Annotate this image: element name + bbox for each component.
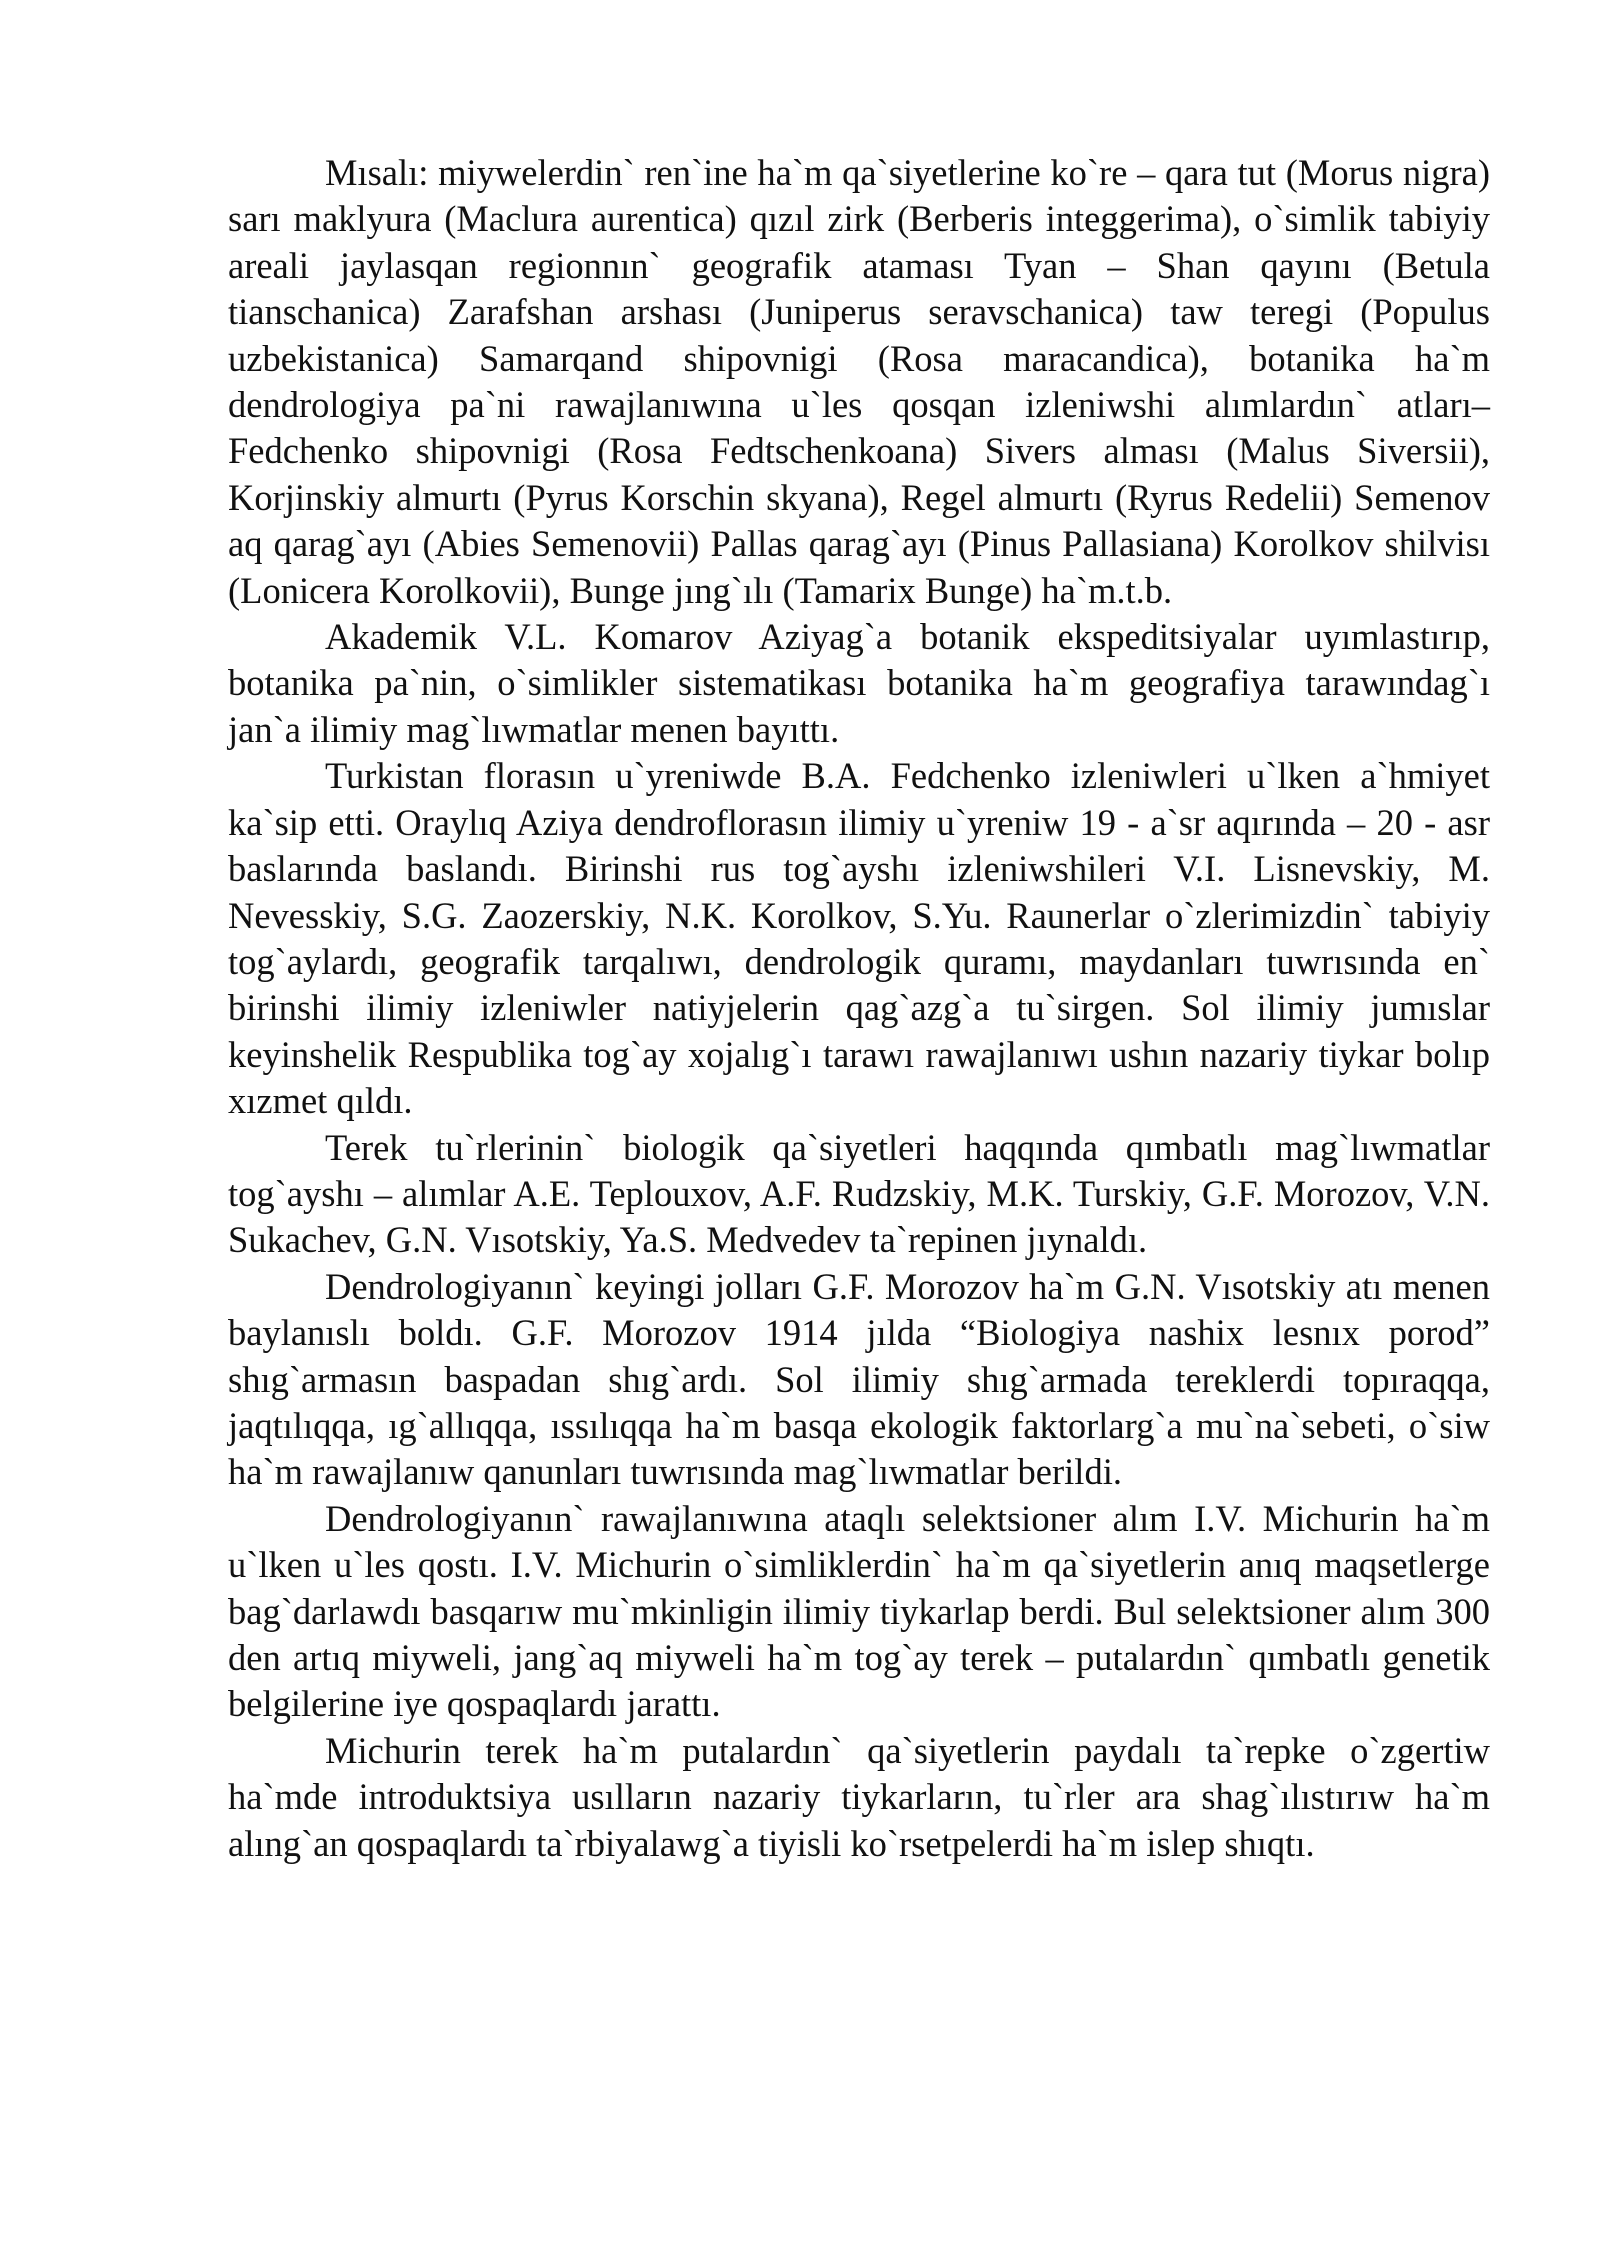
paragraph-michurin-methods: Michurin terek ha`m putalardın` qa`siyetlerin paydalı ta`repke o`zgertiw ha`mde introduktsiya usılların nazariy tiykarların, tu`rler ara shag`ılıstırıw ha`m alıng`an qospaqlardı ta`rbiyalawg`a tiyisli ko`rsetpelerdi ha`m islep shıqtı. [228,1729,1490,1864]
paragraph-komarov: Akademik V.L. Komarov Aziyag`a botanik ekspeditsiyalar uyımlastırıp, botanika pa`nin, o`simlikler sistematikası botanika ha`m geografiya tarawındag`ı jan`a ilimiy mag`lıwmatlar menen bayıttı. [228,616,1490,750]
paragraph-biological-properties: Terek tu`rlerinin` biologik qa`siyetleri haqqında qımbatlı mag`lıwmatlar tog`ayshı – alımlar A.E. Teplouxov, A.F. Rudzskiy, M.K. Turskiy, G.F. Morozov, V.N. Sukachev, G.N. Vısotskiy, Ya.S. Medvedev ta`repinen jıynaldı. [228,1126,1490,1261]
paragraph-examples: Mısalı: miywelerdin` ren`ine ha`m qa`siyetlerine ko`re – qara tut (Morus nigra) sarı maklyura (Maclura aurentica) qızıl zirk (Berberis integgerima), o`simlik tabiyiy areali jaylasqan regionnın` geografik ataması Tyan – Shan qayını (Betula tianschanica) Zarafshan arshası (Juniperus seravschanica) taw teregi (Populus uzbekistanica) Samarqand shipovnigi (Rosa maracandica), botanika ha`m dendrologiya pa`ni rawajlanıwına u`les qosqan izleniwshi alımlardın` atları–Fedchenko shipovnigi (Rosa Fedtschenkoana) Sivers alması (Malus Siversii), Korjinskiy almurtı (Pyrus Korschin skyana), Regel almurtı (Ryrus Redelii) Semenov aq qarag`ayı (Abies Semenovii) Pallas qarag`ayı (Pinus Pallasiana) Korolkov shilvisı (Lonicera Korolkovii), Bunge jıng`ılı (Tamarix Bunge) ha`m.t.b. [228,152,1490,611]
paragraph-turkistan-flora: Turkistan florasın u`yreniwde B.A. Fedchenko izleniwleri u`lken a`hmiyet ka`sip etti. Oraylıq Aziya dendroflorasın ilimiy u`yreniw 19 - a`sr aqırında – 20 - asr baslarında baslandı. Birinshi rus tog`ayshı izleniwshileri V.I. Lisnevskiy, M. Nevesskiy, S.G. Zaozerskiy, N.K. Korolkov, S.Yu. Raunerlar o`zlerimizdin` tabiyiy tog`aylardı, geografik tarqalıwı, dendrologik quramı, maydanları tuwrısında en` birinshi ilimiy izleniwler natiyjelerin qag`azg`a tu`sirgen. Sol ilimiy jumıslar keyinshelik Respublika tog`ay xojalıg`ı tarawı rawajlanıwı ushın nazariy tiykar bolıp xızmet qıldı. [228,755,1490,1122]
document-page [228,150,1490,1867]
paragraph-morozov: Dendrologiyanın` keyingi jolları G.F. Morozov ha`m G.N. Vısotskiy atı menen baylanıslı boldı. G.F. Morozov 1914 jılda “Biologiya nashix lesnıx porod” shıg`armasın baspadan shıg`ardı. Sol ilimiy shıg`armada tereklerdi topıraqqa, jaqtılıqqa, ıg`allıqqa, ıssılıqqa ha`m basqa ekologik faktorlarg`a mu`na`sebeti, o`siw ha`m rawajlanıw qanunları tuwrısında mag`lıwmatlar berildi. [228,1265,1490,1493]
paragraph-michurin-selection: Dendrologiyanın` rawajlanıwına ataqlı selektsioner alım I.V. Michurin ha`m u`lken u`les qostı. I.V. Michurin o`simliklerdin` ha`m qa`siyetlerin anıq maqsetlerge bag`darlawdı basqarıw mu`mkinligin ilimiy tiykarlap berdi. Bul selektsioner alım 300 den artıq miyweli, jang`aq miyweli ha`m tog`ay terek – putalardın` qımbatlı genetik belgilerine iye qospaqlardı jarattı. [228,1497,1490,1725]
